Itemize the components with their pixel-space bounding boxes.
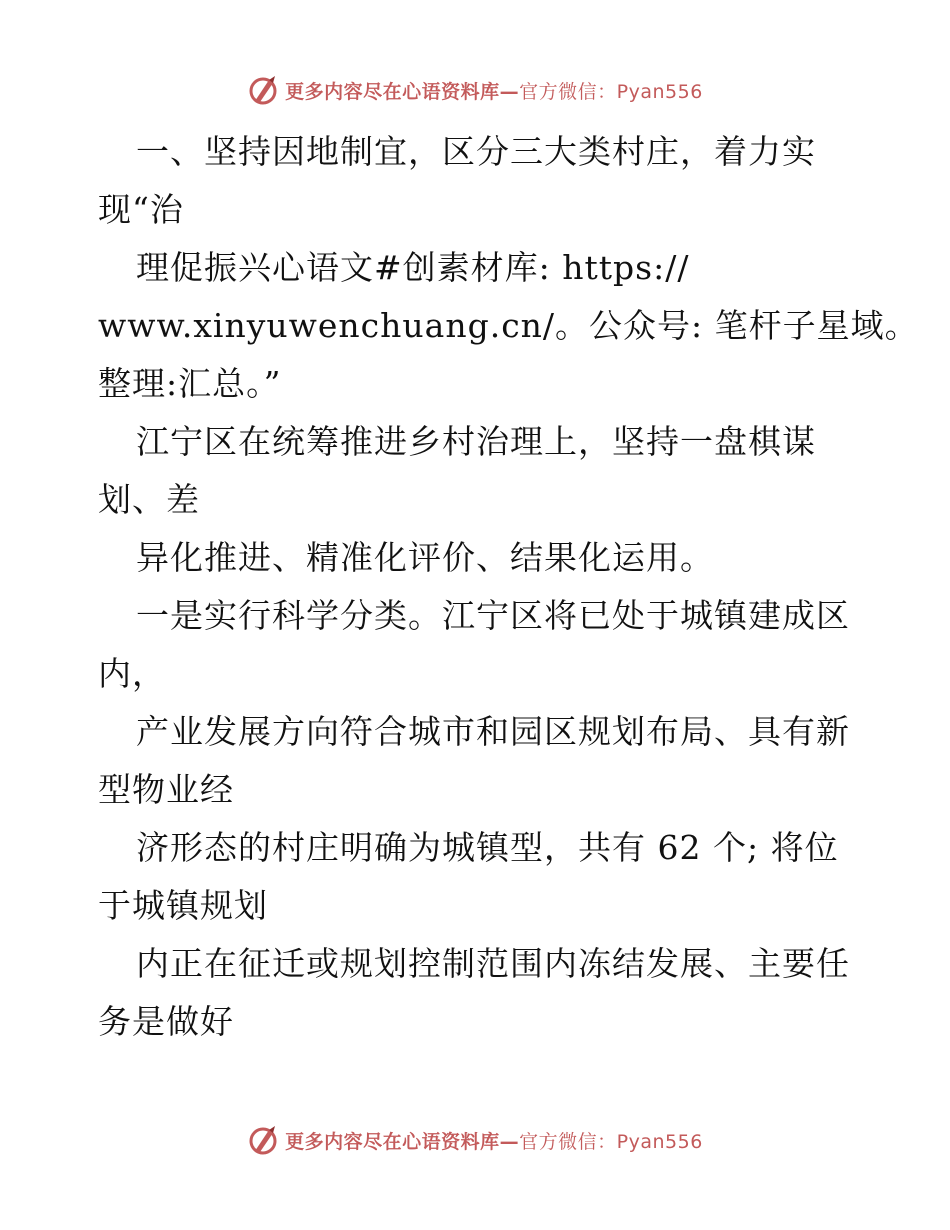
banner-text: [285, 77, 703, 104]
header-banner: [0, 70, 950, 110]
banner-content: [247, 1124, 703, 1156]
paragraph-line: www.xinyuwenchuang.cn/。公众号: 笔杆子星域。: [98, 306, 919, 345]
paragraph-line: 现“治: [98, 190, 184, 229]
paragraph-line: 江宁区在统筹推进乡村治理上，坚持一盘棋谋: [136, 422, 816, 461]
banner-separator: —: [499, 1130, 520, 1153]
paragraph-line: 内正在征迁或规划控制范围内冻结发展、主要任: [136, 944, 850, 983]
quill-pen-logo-icon: [247, 74, 279, 106]
paragraph-line: 产业发展方向符合城市和园区规划布局、具有新: [136, 712, 850, 751]
document-body: [98, 123, 919, 1051]
paragraph-line: 内，: [98, 654, 166, 693]
banner-content: [247, 74, 703, 106]
paragraph-line: 整理:汇总。”: [98, 364, 282, 403]
paragraph-line: 于城镇规划: [98, 886, 268, 925]
paragraph-line: 理促振兴心语文#创素材库: https://: [136, 248, 690, 287]
banner-wechat: 官方微信：Pyan556: [519, 80, 703, 103]
banner-title: 更多内容尽在心语资料库: [285, 1130, 500, 1153]
banner-title: 更多内容尽在心语资料库: [285, 80, 500, 103]
banner-separator: —: [499, 80, 520, 103]
paragraph-line: 异化推进、精准化评价、结果化运用。: [136, 538, 714, 577]
paragraph-line: 一是实行科学分类。江宁区将已处于城镇建成区: [136, 596, 850, 635]
banner-wechat: 官方微信：Pyan556: [519, 1130, 703, 1153]
paragraph-line: 一、坚持因地制宜，区分三大类村庄，着力实: [136, 132, 816, 171]
quill-pen-logo-icon: [247, 1124, 279, 1156]
paragraph-line: 济形态的村庄明确为城镇型，共有 62 个; 将位: [136, 828, 839, 867]
footer-banner: [0, 1120, 950, 1160]
paragraph-line: 型物业经: [98, 770, 234, 809]
paragraph-line: 务是做好: [98, 1002, 234, 1041]
paragraph-line: 划、差: [98, 480, 200, 519]
banner-text: [285, 1127, 703, 1154]
